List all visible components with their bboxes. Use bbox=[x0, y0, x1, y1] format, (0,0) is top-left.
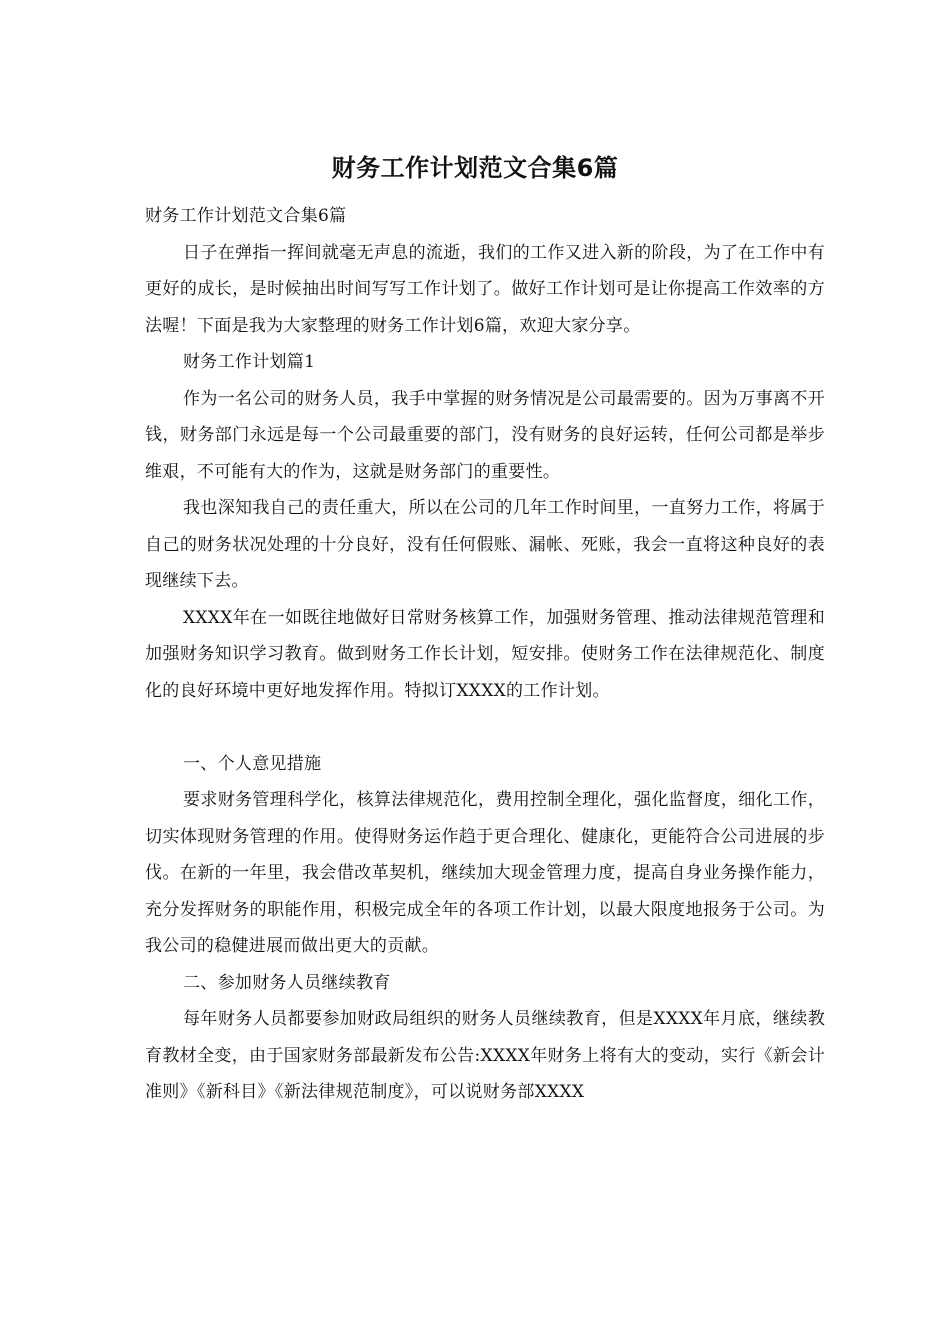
document-subtitle: 财务工作计划范文合集6篇 bbox=[145, 206, 347, 226]
section-heading: 一、个人意见措施 bbox=[183, 753, 322, 774]
paragraph-spacer bbox=[145, 709, 825, 746]
paragraph: 作为一名公司的财务人员，我手中掌握的财务情况是公司最需要的。因为万事离不开钱，财务部门永远是每一个公司最重要的部门，没有财务的良好运转，任何公司都是举步维艰，不可能有大的作为，这就是财务部门的重要性。 bbox=[145, 388, 825, 482]
document-body bbox=[145, 198, 825, 1111]
document-title: 财务工作计划范文合集6篇 bbox=[331, 154, 619, 182]
paragraph: XXXX年在一如既往地做好日常财务核算工作，加强财务管理、推动法律规范管理和加强财务知识学习教育。做到财务工作长计划，短安排。使财务工作在法律规范化、制度化的良好环境中更好地发挥作用。特拟订XXXX的工作计划。 bbox=[145, 607, 825, 701]
paragraph: 每年财务人员都要参加财政局组织的财务人员继续教育，但是XXXX年月底，继续教育教材全变，由于国家财务部最新发布公告:XXXX年财务上将有大的变动，实行《新会计准则》《新科目》《新法律规范制度》，可以说财务部XXXX bbox=[145, 1009, 825, 1102]
section-heading: 二、参加财务人员继续教育 bbox=[183, 972, 391, 993]
section-heading-plan-1: 财务工作计划篇1 bbox=[183, 352, 316, 372]
intro-paragraph: 日子在弹指一挥间就毫无声息的流逝，我们的工作又进入新的阶段，为了在工作中有更好的成长，是时候抽出时间写写工作计划了。做好工作计划可是让你提高工作效率的方法喔！下面是我为大家整理的财务工作计划6篇，欢迎大家分享。 bbox=[145, 242, 825, 336]
paragraph: 我也深知我自己的责任重大，所以在公司的几年工作时间里，一直努力工作，将属于自己的财务状况处理的十分良好，没有任何假账、漏帐、死账，我会一直将这种良好的表现继续下去。 bbox=[145, 498, 825, 591]
paragraph: 要求财务管理科学化，核算法律规范化，费用控制全理化，强化监督度，细化工作，切实体现财务管理的作用。使得财务运作趋于更合理化、健康化，更能符合公司进展的步伐。在新的一年里，我会借改革契机，继续加大现金管理力度，提高自身业务操作能力，充分发挥财务的职能作用，积极完成全年的各项工作计划，以最大限度地报务于公司。为我公司的稳健进展而做出更大的贡献。 bbox=[145, 790, 825, 956]
